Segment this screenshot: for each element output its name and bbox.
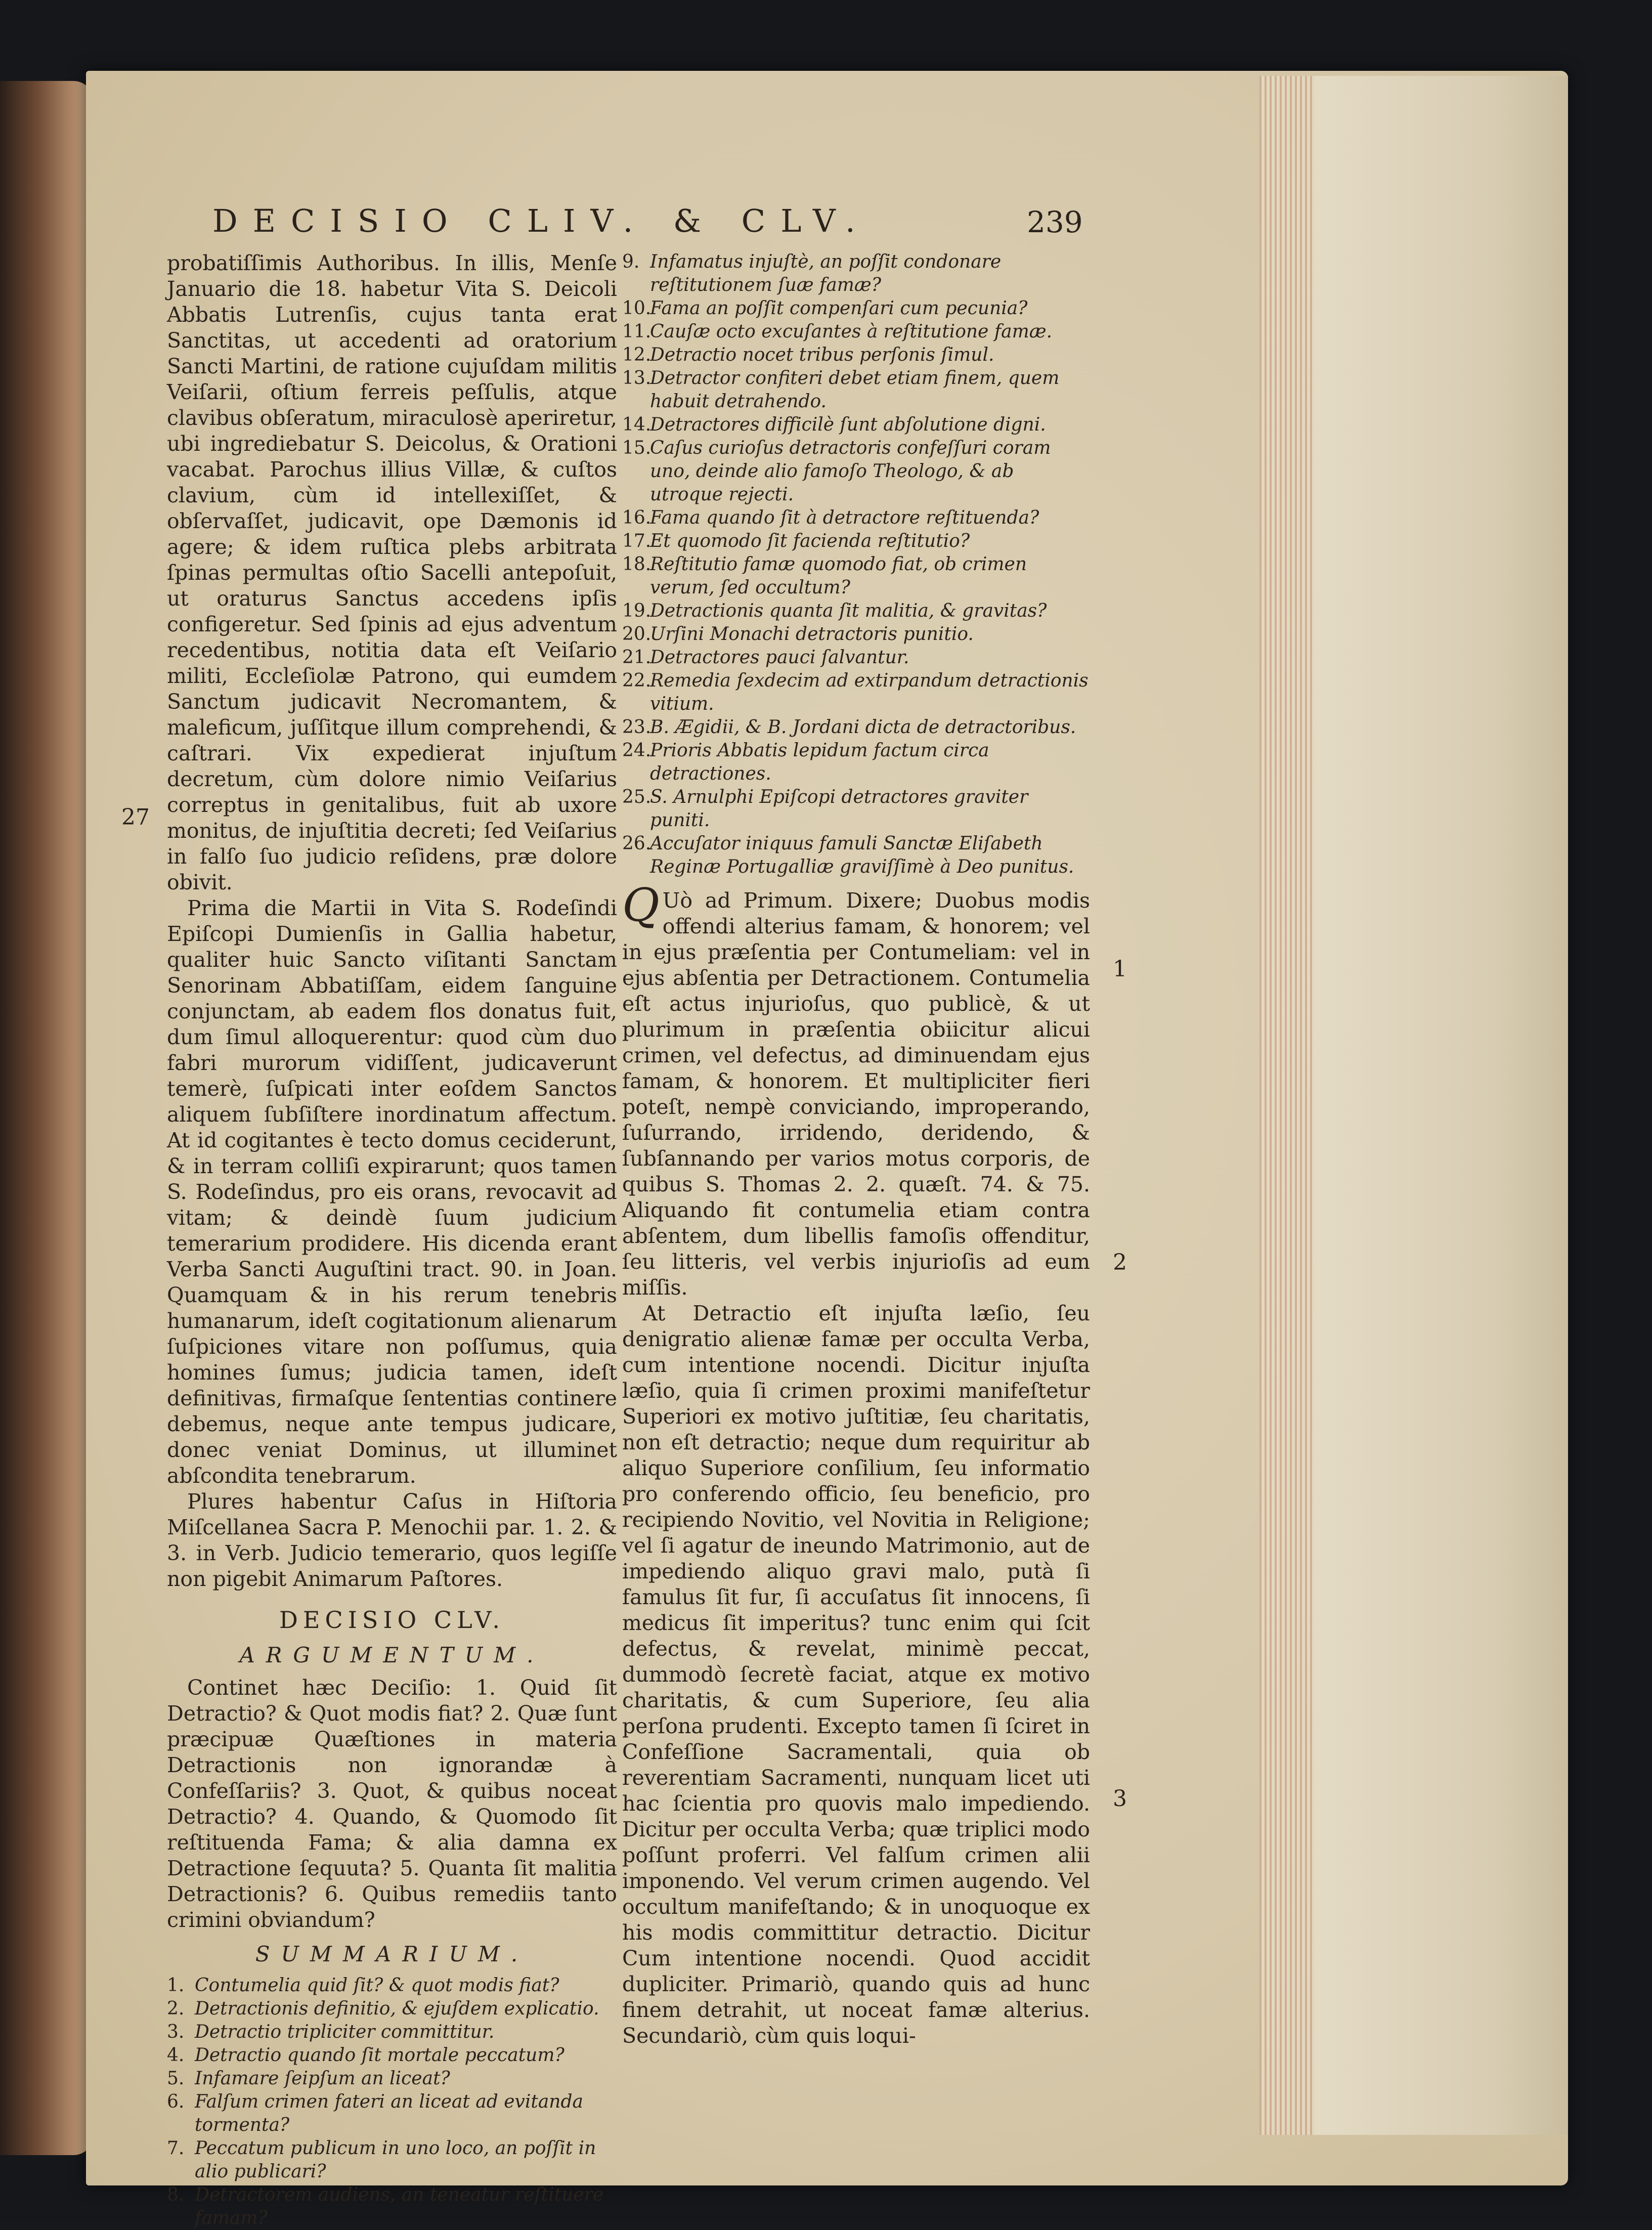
- summarium-item-text: Detractio tripliciter committitur.: [195, 2022, 495, 2042]
- summarium-item: [167, 1997, 617, 2021]
- summarium-item-number: 9.: [622, 251, 640, 272]
- summarium-list-right: [622, 250, 1090, 879]
- summarium-item-text: Infamatus injuſtè, an poſſit condonare reſtitutionem ſuæ famæ?: [650, 251, 1002, 295]
- body-text: [622, 879, 1090, 2049]
- summarium-item: [167, 2183, 617, 2230]
- summarium-item-text: Detractores difficilè ſunt abſolutione digni.: [650, 414, 1046, 435]
- previous-page-fold: [0, 81, 94, 2155]
- left-column: [167, 250, 617, 2230]
- right-column: [622, 250, 1090, 2049]
- summarium-item: [167, 2137, 617, 2183]
- margin-number-1: 1: [1113, 956, 1127, 982]
- summarium-list-left: [167, 1974, 617, 2230]
- summarium-item-text: S. Arnulphi Epiſcopi detractores graviter puniti.: [650, 787, 1028, 831]
- summarium-item-number: 12.: [622, 345, 651, 365]
- summarium-item-text: B. Ægidii, & B. Jordani dicta de detractoribus.: [650, 717, 1076, 738]
- summarium-item: [622, 832, 1090, 879]
- body-paragraph-2: At Detractio eſt injuſta læſio, ſeu denigratio alienæ famæ per occulta Verba, cum intentione nocendi. Dicitur injuſta læſio, quia ſi crimen proximi manifeſtetur Superiori ex motivo juſtitiæ, ſeu charitatis, non eſt detractio; neque dum requiritur ab aliquo Superiore conſilium, ſeu informatio pro conferendo officio, ſeu beneficio, pro recipiendo Novitio, vel Novitia in Religione; vel ſi agatur de ineundo Matrimonio, aut de impediendo aliquo gravi malo, putà ſi famulus ſit fur, ſi accuſatus ſit innocens, ſi medicus ſit imperitus? tunc enim qui ſcit defectus, & revelat, minimè peccat, dummodò ſecretè faciat, atque ex motivo charitatis, & cum Superiore, ſeu alia perſona prudenti. Excepto tamen ſi ſciret in Confeſſione Sacramentali, quia ob reverentiam Sacramenti, nunquam licet uti hac ſcientia pro quovis malo impediendo. Dicitur per occulta Verba; quæ triplici modo poſſunt proferri. Vel falſum crimen alii imponendo. Vel verum crimen augendo. Vel occultum manifeſtando; & in unoquoque ex his modis committitur detractio. Dicitur Cum intentione nocendi. Quod accidit dupliciter. Primariò, quando quis ad hunc finem detrahit, ut noceat famæ alterius. Secundariò, cùm quis loqui-: [622, 1301, 1090, 2048]
- summarium-item-number: 17.: [622, 531, 651, 551]
- page-edge-stripes: [1259, 76, 1315, 2135]
- paragraph-1: probatiſſimis Authoribus. In illis, Menſe Januario die 18. habetur Vita S. Deicoli Abbatis Lutrenſis, cujus tanta erat Sanctitas, ut accedenti ad oratorium Sancti Martini, de ratione cujuſdam militis Veiſarii, oſtium ferreis peſſulis, atque clavibus obſeratum, miraculosè aperiretur, ubi ingrediebatur S. Deicolus, & Orationi vacabat. Parochus illius Villæ, & cuſtos clavium, cùm id intellexiſſet, & obſervaſſet, judicavit, ope Dæmonis id agere; & idem ruſtica plebs arbitrata ſpinas permultas oſtio Sacelli antepoſuit, ut oraturus Sanctus accedens ipſis configeretur. Sed ſpinis ad ejus adventum recedentibus, notitia data eſt Veiſario militi, Eccleſiolæ Patrono, qui eumdem Sanctum judicavit Necromantem, & maleficum, juſſitque illum comprehendi, & caſtrari. Vix expedierat injuſtum decretum, cùm dolore nimio Veiſarius correptus in genitalibus, fuit ab uxore monitus, de injuſtitia decreti; ſed Veiſarius in falſo ſuo judicio reſidens, præ dolore obivit.: [167, 251, 617, 894]
- summarium-item-text: Peccatum publicum in uno loco, an poſſit in alio publicari?: [195, 2138, 596, 2182]
- summarium-item: [167, 1974, 617, 1997]
- summarium-item-number: 22.: [622, 670, 651, 691]
- summarium-item: [167, 2021, 617, 2044]
- summarium-item-text: Detractionis definitio, & ejuſdem explicatio.: [195, 1998, 599, 2019]
- summarium-item-number: 23.: [622, 717, 651, 738]
- summarium-item-text: Fama an poſſit compenſari cum pecunia?: [650, 298, 1028, 319]
- summarium-item-text: Detractio nocet tribus perſonis ſimul.: [650, 345, 994, 365]
- page-edge-outer: [1315, 76, 1568, 2135]
- margin-number-27: 27: [121, 804, 150, 830]
- summarium-item-number: 15.: [622, 438, 651, 458]
- summarium-item-text: Remedia ſexdecim ad extirpandum detractionis vitium.: [650, 670, 1089, 714]
- summarium-item-number: 4.: [167, 2045, 185, 2066]
- summarium-item-number: 10.: [622, 298, 651, 319]
- paragraph-2: Prima die Martii in Vita S. Rodeſindi Epiſcopi Dumienſis in Gallia habetur, qualiter huic Sancto viſitanti Sanctam Senorinam Abbatiſſam, eidem ſanguine conjunctam, ab eadem flos donatus fuit, dum ſimul alloquerentur: quod cùm duo fabri murorum vidiſſent, judicaverunt temerè, ſuſpicati inter eoſdem Sanctos aliquem ſubſiſtere inordinatum affectum. At id cogitantes è tecto domus ceciderunt, & in terram colliſi expirarunt; quos tamen S. Rodeſindus, pro eis orans, revocavit ad vitam; & deindè ſuum judicium temerarium prodidere. His dicenda erant Verba Sancti Auguſtini tract. 90. in Joan. Quamquam & in his rerum tenebris humanarum, ideſt cogitationum alienarum ſuſpiciones vitare non poſſumus, quia homines ſumus; judicia tamen, ideſt definitivas, firmaſque ſententias continere debemus, neque ante tempus judicare, donec veniat Dominus, ut illuminet abſcondita tenebrarum.: [167, 896, 617, 1488]
- summarium-item-text: Detractores pauci ſalvantur.: [650, 647, 909, 668]
- summarium-item-number: 20.: [622, 624, 651, 645]
- summarium-item-number: 6.: [167, 2091, 185, 2112]
- paragraph-3: Plures habentur Caſus in Hiſtoria Miſcellanea Sacra P. Menochii par. 1. 2. & 3. in Verb. Judicio temerario, quos legiſſe non pigebit Animarum Paſtores.: [167, 1489, 617, 1591]
- summarium-item-text: Caſus curioſus detractoris confeſſuri coram uno, deinde alio famoſo Theologo, & ab utroque rejecti.: [650, 438, 1051, 505]
- summarium-item: [622, 367, 1090, 413]
- body-paragraph-1: Uò ad Primum. Dixere; Duobus modis offendi alterius famam, & honorem; vel in ejus præſentia per Contumeliam: vel in ejus abſentia per Detractionem. Contumelia eſt actus injurioſus, quo publicè, & ut plurimum in præſentia obiicitur alicui crimen, vel defectus, ad diminuendam ejus famam, & honorem. Et multipliciter fieri poteſt, nempè conviciando, improperando, ſuſurrando, irridendo, deridendo, & ſubſannando per varios motus corporis, de quibus S. Thomas 2. 2. quæſt. 74. & 75. Aliquando fit contumelia etiam contra abſentem, dum libellis famoſis offenditur, ſeu litteris, vel verbis injurioſis ad eum miſſis.: [622, 888, 1090, 1300]
- summarium-item-number: 13.: [622, 368, 651, 389]
- page-number: 239: [1027, 205, 1083, 239]
- summarium-item: [622, 250, 1090, 297]
- summarium-item: [622, 623, 1090, 646]
- summarium-item-number: 19.: [622, 601, 651, 621]
- summarium-item-number: 3.: [167, 2022, 185, 2042]
- summarium-item-number: 18.: [622, 554, 651, 575]
- summarium-item-number: 26.: [622, 833, 651, 854]
- running-title: DECISIO CLIV. & CLV.: [212, 202, 871, 239]
- summarium-item-text: Contumelia quid ſit? & quot modis fiat?: [195, 1975, 559, 1996]
- summarium-item-number: 2.: [167, 1998, 185, 2019]
- summarium-item-number: 25.: [622, 787, 651, 807]
- summarium-item: [622, 739, 1090, 786]
- summarium-item-text: Et quomodo ſit facienda reſtitutio?: [650, 531, 970, 551]
- decisio-title: DECISIO CLV.: [279, 1606, 505, 1634]
- summarium-item-number: 8.: [167, 2184, 185, 2205]
- summarium-item-number: 14.: [622, 414, 651, 435]
- summarium-item: [622, 669, 1090, 716]
- summarium-item-text: Accuſator iniquus famuli Sanctæ Eliſabeth Reginæ Portugalliæ graviſſimè à Deo punitus.: [650, 833, 1074, 877]
- summarium-item-text: Cauſæ octo excuſantes à reſtitutione famæ.: [650, 321, 1053, 342]
- argumentum-text: Continet hæc Deciſio: 1. Quid ſit Detractio? & Quot modis fiat? 2. Quæ ſunt præcipuæ Quæſtiones in materia Detractionis non ignorandæ à Confeſſariis? 3. Quot, & quibus noceat Detractio? 4. Quando, & Quomodo ſit reſtituenda Fama; & alia damna ex Detractione ſequuta? 5. Quanta ſit malitia Detractionis? 6. Quibus remediis tanto crimini obviandum?: [167, 1676, 617, 1932]
- summarium-item-number: 21.: [622, 647, 651, 668]
- summarium-item-text: Reſtitutio famæ quomodo fiat, ob crimen verum, ſed occultum?: [650, 554, 1027, 598]
- summarium-item: [622, 786, 1090, 832]
- summarium-item-text: Detractionis quanta ſit malitia, & gravitas?: [650, 601, 1047, 621]
- summarium-item-number: 5.: [167, 2068, 185, 2089]
- summarium-item: [622, 646, 1090, 669]
- summarium-item: [622, 413, 1090, 437]
- argumentum-title: ARGUMENTUM.: [239, 1643, 545, 1667]
- summarium-item-number: 1.: [167, 1975, 185, 1996]
- summarium-item-number: 16.: [622, 507, 651, 528]
- summarium-item: [622, 530, 1090, 553]
- summarium-item: [167, 2090, 617, 2137]
- summarium-item: [622, 716, 1090, 739]
- summarium-item-text: Prioris Abbatis lepidum factum circa detractiones.: [650, 740, 989, 784]
- summarium-item-number: 11.: [622, 321, 651, 342]
- summarium-item: [622, 437, 1090, 506]
- summarium-title: SUMMARIUM.: [255, 1942, 529, 1966]
- summarium-item: [622, 297, 1090, 320]
- summarium-item-number: 7.: [167, 2138, 185, 2159]
- margin-number-3: 3: [1113, 1786, 1127, 1812]
- summarium-item: [622, 506, 1090, 530]
- summarium-item: [167, 2067, 617, 2090]
- margin-number-2: 2: [1113, 1250, 1127, 1275]
- summarium-item-text: Fama quando ſit à detractore reſtituenda?: [650, 507, 1039, 528]
- summarium-item-number: 24.: [622, 740, 651, 761]
- summarium-item: [167, 2044, 617, 2067]
- summarium-item-text: Detractor confiteri debet etiam finem, quem habuit detrahendo.: [650, 368, 1060, 412]
- summarium-item-text: Detractorem audiens, an teneatur reſtituere famam?: [195, 2184, 604, 2228]
- summarium-item: [622, 599, 1090, 623]
- summarium-item-text: Detractio quando ſit mortale peccatum?: [195, 2045, 564, 2066]
- summarium-item-text: Falſum crimen fateri an liceat ad evitanda tormenta?: [195, 2091, 583, 2135]
- summarium-item: [622, 320, 1090, 344]
- summarium-item-text: Urſini Monachi detractoris punitio.: [650, 624, 974, 645]
- summarium-item: [622, 553, 1090, 599]
- summarium-item-text: Infamare ſeipſum an liceat?: [195, 2068, 450, 2089]
- drop-cap: Q: [622, 879, 660, 932]
- summarium-item: [622, 344, 1090, 367]
